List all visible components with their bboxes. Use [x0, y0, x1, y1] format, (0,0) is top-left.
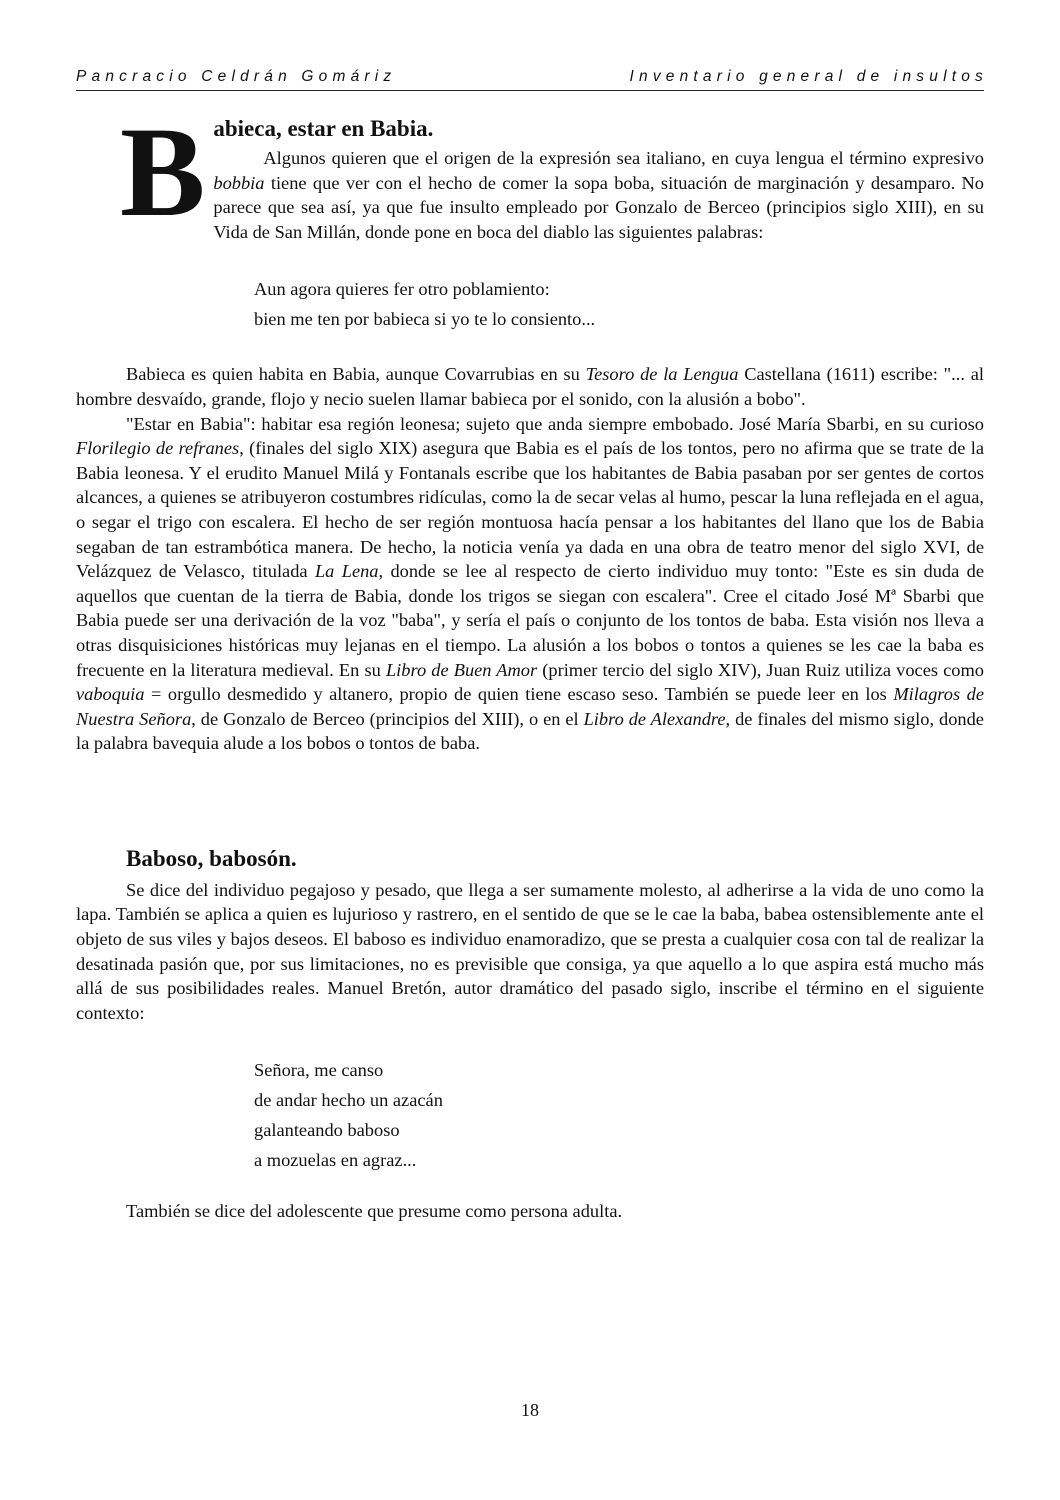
entry-baboso	[76, 842, 984, 1224]
running-header	[76, 68, 988, 91]
text-run: tiene que ver con el hecho de comer la sopa boba, situación de marginación y desamparo. No parece que sea así, ya que fue insulto empleado por Gonzalo de Berceo (principios siglo XIII), en su Vida de San Millán, donde pone en boca del diablo las siguientes palabras:	[213, 172, 984, 242]
verse-line: Aun agora quieres fer otro poblamiento:	[254, 279, 550, 300]
text-run: , de finales del mismo siglo, donde la palabra bavequia alude a los bobos o tontos de baba.	[76, 708, 984, 754]
verse-line: galanteando baboso	[254, 1120, 400, 1141]
verse-line: a mozuelas en agraz...	[254, 1150, 417, 1171]
verse-quote	[254, 1055, 984, 1175]
text-run: Algunos quieren que el origen de la expresión sea italiano, en cuya lengua el término expresivo	[263, 148, 984, 168]
italic-title: Milagros de Nuestra Señora	[76, 684, 984, 729]
entry-babieca	[76, 101, 984, 756]
text-run: "Estar en Babia": habitar esa región leonesa; sujeto que anda siempre embobado. José María Sbarbi, en su curioso	[126, 413, 984, 434]
italic-title: Florilegio de refranes	[76, 438, 240, 459]
entry-title-baboso: Baboso, babosón.	[126, 845, 297, 871]
paragraph	[76, 412, 984, 756]
header-author: Pancracio Celdrán Gomáriz	[76, 68, 397, 85]
verse-line: Señora, me canso	[254, 1060, 384, 1081]
text-run: , de Gonzalo de Berceo (principios del XIII), o en el	[191, 708, 584, 729]
drop-cap: B	[120, 101, 206, 243]
verse-line: bien me ten por babieca si yo te lo consiento...	[254, 309, 596, 330]
entry-title-babieca: abieca, estar en Babia.	[213, 116, 434, 141]
italic-term: bobbia	[213, 172, 265, 193]
italic-term: vaboquia	[76, 684, 145, 705]
text-run: Castellana (1611) escribe: "... al hombre desvaído, grande, flojo y necio suelen llamar babieca por el sonido, con la alusión a bobo".	[76, 364, 984, 409]
header-book-title: Inventario general de insultos	[629, 68, 988, 85]
page-body	[76, 101, 984, 1224]
text-run: = orgullo desmedido y altanero, propio de quien tiene escaso seso. También se puede leer en los	[144, 684, 894, 705]
text-run: , donde se lee al respecto de cierto individuo muy tonto: "Este es sin duda de aquellos que cuentan de la tierra de Babia, donde los trigos se siegan con escalera". Cree el citado José Mª Sbarbi que Babia puede ser una derivación de la voz "baba", y sería el país o conjunto de los tontos de baba. Esta visión nos lleva a otras disquisiciones históricas muy lejanas en el tiempo. La alusión a los bobos o tontos a quienes se les cae la baba es frecuente en la literatura medieval. En su	[76, 561, 984, 680]
text-run: , (finales del siglo XIX) asegura que Babia es el país de los tontos, pero no afirma que se trate de la Babia leonesa. Y el erudito Manuel Milá y Fontanals escribe que los habitantes de Babia pasaban por ser gentes de cortos alcances, a quienes se atribuyeron costumbres ridículas, como la de secar velas al humo, pescar la luna reflejada en el agua, o segar el trigo con escalera. El hecho de ser región montuosa hacía pensar a los habitantes del llano que los de Babia segaban de tan estrambótica manera. De hecho, la noticia venía ya dada en una obra de teatro menor del siglo XVI, de Velázquez de Velasco, titulada	[76, 438, 984, 582]
text-run: Babieca es quien habita en Babia, aunque Covarrubias en su	[126, 364, 586, 385]
paragraph: También se dice del adolescente que presume como persona adulta.	[126, 1201, 623, 1222]
verse-line: de andar hecho un azacán	[254, 1090, 443, 1111]
italic-title: Tesoro de la Lengua	[585, 364, 739, 385]
paragraph	[76, 146, 984, 244]
paragraph: Se dice del individuo pegajoso y pesado, que llega a ser sumamente molesto, al adherirse a la vida de uno como la lapa. También se aplica a quien es lujurioso y rastrero, en el sentido de que se le cae la baba, babea ostensiblemente ante el objeto de sus viles y bajos deseos. El baboso es individuo enamoradizo, que se presta a cualquier cosa con tal de realizar la desatinada pasión que, por sus limitaciones, no es previsible que consiga, ya que aquello a lo que aspira está mucho más allá de sus posibilidades reales. Manuel Bretón, autor dramático del pasado siglo, inscribe el término en el siguiente contexto:	[76, 879, 984, 1023]
italic-title: Libro de Buen Amor	[385, 659, 538, 680]
paragraph	[76, 362, 984, 411]
italic-title: La Lena	[314, 561, 379, 582]
page-number: 18	[521, 1400, 539, 1420]
text-run: (primer tercio del siglo XIV), Juan Ruiz utiliza voces como	[537, 659, 984, 680]
verse-quote	[254, 274, 984, 334]
italic-title: Libro de Alexandre	[583, 708, 726, 729]
